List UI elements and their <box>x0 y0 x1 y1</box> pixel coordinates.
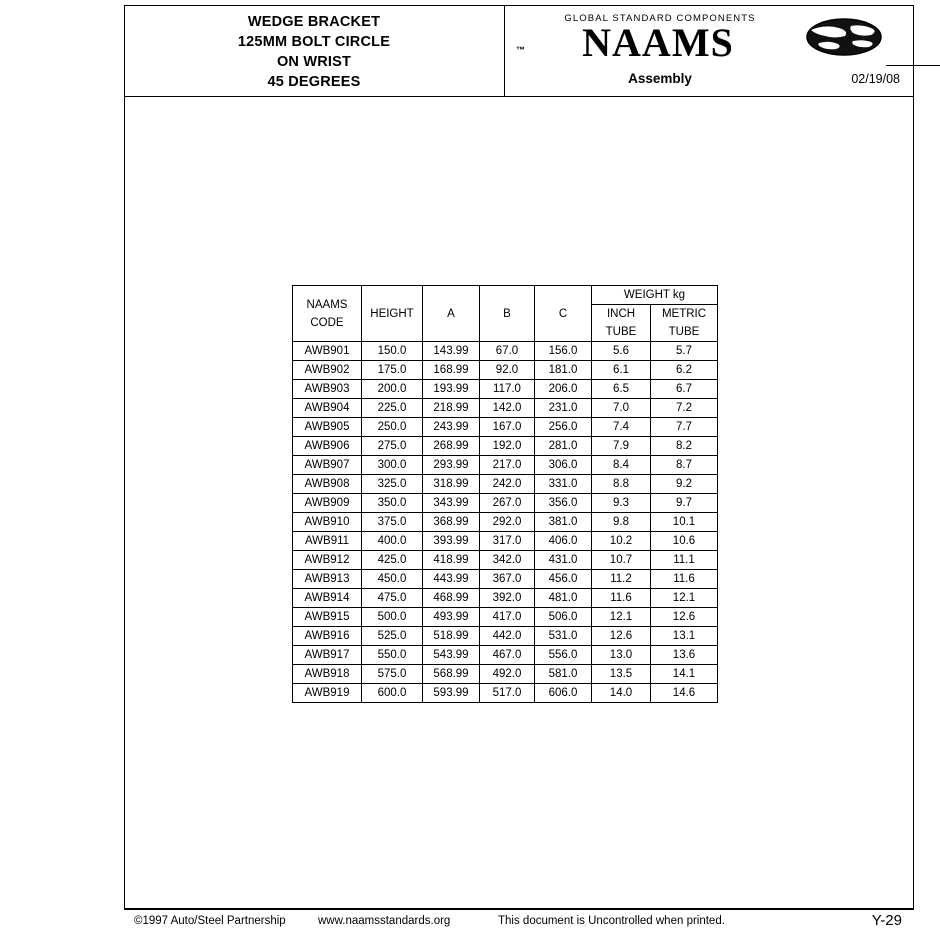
cell-value: 506.0 <box>535 608 592 627</box>
table-row <box>293 646 718 665</box>
cell-value: 193.99 <box>423 380 480 399</box>
table-row <box>293 665 718 684</box>
cell-value: 150.0 <box>362 342 423 361</box>
cell-value: 575.0 <box>362 665 423 684</box>
cell-value: 442.0 <box>480 627 535 646</box>
cell-value: 10.6 <box>651 532 718 551</box>
cell-value: 267.0 <box>480 494 535 513</box>
table-row <box>293 627 718 646</box>
category-label: Assembly <box>628 71 692 86</box>
cell-value: 225.0 <box>362 399 423 418</box>
cell-value: 481.0 <box>535 589 592 608</box>
table-row <box>293 684 718 703</box>
cell-value: 11.1 <box>651 551 718 570</box>
page-number: Y-29 <box>871 912 902 929</box>
cell-value: 543.99 <box>423 646 480 665</box>
cell-naams-code: AWB914 <box>293 589 362 608</box>
cell-value: 10.7 <box>592 551 651 570</box>
cell-value: 600.0 <box>362 684 423 703</box>
cell-value: 468.99 <box>423 589 480 608</box>
cell-value: 242.0 <box>480 475 535 494</box>
cell-value: 5.6 <box>592 342 651 361</box>
cell-value: 13.1 <box>651 627 718 646</box>
page-footer <box>124 912 914 936</box>
cell-naams-code: AWB904 <box>293 399 362 418</box>
cell-value: 275.0 <box>362 437 423 456</box>
header-naams-code-line-1: NAAMS <box>306 298 348 311</box>
trademark-icon: ™ <box>516 45 525 55</box>
cell-naams-code: AWB912 <box>293 551 362 570</box>
cell-value: 143.99 <box>423 342 480 361</box>
cell-naams-code: AWB902 <box>293 361 362 380</box>
cell-value: 7.0 <box>592 399 651 418</box>
table-row <box>293 361 718 380</box>
cell-value: 9.8 <box>592 513 651 532</box>
table-row <box>293 475 718 494</box>
cell-value: 7.7 <box>651 418 718 437</box>
specification-table <box>292 285 718 703</box>
cell-value: 400.0 <box>362 532 423 551</box>
cell-naams-code: AWB909 <box>293 494 362 513</box>
cell-naams-code: AWB903 <box>293 380 362 399</box>
cell-value: 13.0 <box>592 646 651 665</box>
cell-value: 11.6 <box>651 570 718 589</box>
table-row <box>293 532 718 551</box>
cell-value: 10.1 <box>651 513 718 532</box>
header-naams-code <box>293 286 362 342</box>
header-inch-tube: INCH TUBE <box>592 305 651 342</box>
cell-value: 8.8 <box>592 475 651 494</box>
header-a: A <box>423 286 480 342</box>
table-row <box>293 418 718 437</box>
cell-value: 200.0 <box>362 380 423 399</box>
cell-value: 256.0 <box>535 418 592 437</box>
cell-value: 6.1 <box>592 361 651 380</box>
table-row <box>293 513 718 532</box>
cell-naams-code: AWB917 <box>293 646 362 665</box>
cell-value: 418.99 <box>423 551 480 570</box>
cell-naams-code: AWB918 <box>293 665 362 684</box>
cell-value: 475.0 <box>362 589 423 608</box>
cell-value: 393.99 <box>423 532 480 551</box>
cell-value: 467.0 <box>480 646 535 665</box>
cell-value: 593.99 <box>423 684 480 703</box>
cell-value: 175.0 <box>362 361 423 380</box>
cell-value: 67.0 <box>480 342 535 361</box>
cell-naams-code: AWB906 <box>293 437 362 456</box>
cell-value: 300.0 <box>362 456 423 475</box>
cell-value: 168.99 <box>423 361 480 380</box>
header-c: C <box>535 286 592 342</box>
cell-value: 356.0 <box>535 494 592 513</box>
cell-naams-code: AWB905 <box>293 418 362 437</box>
table-body <box>293 342 718 703</box>
cell-value: 456.0 <box>535 570 592 589</box>
cell-value: 218.99 <box>423 399 480 418</box>
table-row <box>293 570 718 589</box>
cell-value: 167.0 <box>480 418 535 437</box>
cell-value: 392.0 <box>480 589 535 608</box>
cell-value: 8.7 <box>651 456 718 475</box>
cell-naams-code: AWB910 <box>293 513 362 532</box>
table-row <box>293 456 718 475</box>
drawing-title <box>124 5 504 97</box>
header-naams-code-line-2: CODE <box>310 316 344 329</box>
cell-value: 431.0 <box>535 551 592 570</box>
global-standard-components-tagline: GLOBAL STANDARD COMPONENTS <box>564 13 756 24</box>
revision-date: 02/19/08 <box>851 72 900 86</box>
cell-value: 250.0 <box>362 418 423 437</box>
cell-value: 9.2 <box>651 475 718 494</box>
cell-value: 8.2 <box>651 437 718 456</box>
cell-value: 243.99 <box>423 418 480 437</box>
cell-value: 556.0 <box>535 646 592 665</box>
cell-value: 156.0 <box>535 342 592 361</box>
title-block <box>124 5 914 97</box>
cell-value: 142.0 <box>480 399 535 418</box>
cell-value: 306.0 <box>535 456 592 475</box>
cell-naams-code: AWB907 <box>293 456 362 475</box>
table-row <box>293 380 718 399</box>
table-row <box>293 589 718 608</box>
dimensions-table <box>292 285 718 703</box>
cell-value: 6.2 <box>651 361 718 380</box>
cell-value: 350.0 <box>362 494 423 513</box>
drawing-title-line-4: 45 DEGREES <box>267 74 361 90</box>
cell-value: 8.4 <box>592 456 651 475</box>
table-header-row-1 <box>293 286 718 305</box>
cell-value: 12.1 <box>651 589 718 608</box>
cell-value: 425.0 <box>362 551 423 570</box>
globe-icon <box>805 17 883 57</box>
cell-value: 217.0 <box>480 456 535 475</box>
cell-value: 12.6 <box>592 627 651 646</box>
cell-value: 517.0 <box>480 684 535 703</box>
table-row <box>293 399 718 418</box>
drawing-title-line-3: ON WRIST <box>276 54 352 70</box>
cell-value: 343.99 <box>423 494 480 513</box>
cell-value: 13.5 <box>592 665 651 684</box>
cell-naams-code: AWB915 <box>293 608 362 627</box>
cell-value: 492.0 <box>480 665 535 684</box>
cell-value: 375.0 <box>362 513 423 532</box>
cell-value: 9.3 <box>592 494 651 513</box>
cell-value: 406.0 <box>535 532 592 551</box>
cell-value: 5.7 <box>651 342 718 361</box>
cell-value: 550.0 <box>362 646 423 665</box>
cell-value: 12.6 <box>651 608 718 627</box>
drawing-title-line-2: 125MM BOLT CIRCLE <box>237 34 391 50</box>
footer-rule <box>124 908 914 909</box>
cell-value: 11.6 <box>592 589 651 608</box>
cell-naams-code: AWB919 <box>293 684 362 703</box>
cell-naams-code: AWB911 <box>293 532 362 551</box>
cell-value: 493.99 <box>423 608 480 627</box>
header-height: HEIGHT <box>362 286 423 342</box>
cell-value: 14.1 <box>651 665 718 684</box>
cell-value: 268.99 <box>423 437 480 456</box>
cell-naams-code: AWB908 <box>293 475 362 494</box>
cell-value: 181.0 <box>535 361 592 380</box>
drawing-title-line-1: WEDGE BRACKET <box>247 14 381 30</box>
cell-value: 10.2 <box>592 532 651 551</box>
cell-value: 7.4 <box>592 418 651 437</box>
brand-block <box>505 5 914 97</box>
cell-value: 231.0 <box>535 399 592 418</box>
cell-value: 206.0 <box>535 380 592 399</box>
cell-naams-code: AWB901 <box>293 342 362 361</box>
cell-value: 500.0 <box>362 608 423 627</box>
uncontrolled-notice: This document is Uncontrolled when printed. <box>498 915 725 927</box>
cell-value: 331.0 <box>535 475 592 494</box>
naams-logo-text: NAAMS <box>582 20 734 65</box>
header-metric-tube: METRIC TUBE <box>651 305 718 342</box>
header-weight: WEIGHT kg <box>592 286 718 305</box>
cell-value: 7.2 <box>651 399 718 418</box>
cell-value: 317.0 <box>480 532 535 551</box>
cell-value: 325.0 <box>362 475 423 494</box>
cell-value: 281.0 <box>535 437 592 456</box>
cell-value: 6.5 <box>592 380 651 399</box>
cell-value: 6.7 <box>651 380 718 399</box>
table-row <box>293 551 718 570</box>
cell-value: 92.0 <box>480 361 535 380</box>
cell-value: 9.7 <box>651 494 718 513</box>
table-row <box>293 494 718 513</box>
cell-value: 450.0 <box>362 570 423 589</box>
website-link[interactable]: www.naamsstandards.org <box>318 915 451 927</box>
cell-value: 12.1 <box>592 608 651 627</box>
cell-value: 318.99 <box>423 475 480 494</box>
cell-value: 443.99 <box>423 570 480 589</box>
cell-naams-code: AWB916 <box>293 627 362 646</box>
cell-value: 531.0 <box>535 627 592 646</box>
table-row <box>293 608 718 627</box>
cell-value: 13.6 <box>651 646 718 665</box>
cell-naams-code: AWB913 <box>293 570 362 589</box>
copyright-text: ©1997 Auto/Steel Partnership <box>134 915 286 927</box>
cell-value: 117.0 <box>480 380 535 399</box>
cell-value: 14.0 <box>592 684 651 703</box>
cell-value: 518.99 <box>423 627 480 646</box>
cell-value: 367.0 <box>480 570 535 589</box>
cell-value: 14.6 <box>651 684 718 703</box>
cell-value: 581.0 <box>535 665 592 684</box>
cell-value: 293.99 <box>423 456 480 475</box>
cell-value: 381.0 <box>535 513 592 532</box>
table-header <box>293 286 718 342</box>
header-b: B <box>480 286 535 342</box>
cell-value: 192.0 <box>480 437 535 456</box>
cell-value: 525.0 <box>362 627 423 646</box>
cell-value: 606.0 <box>535 684 592 703</box>
cell-value: 417.0 <box>480 608 535 627</box>
title-block-inner-rule <box>886 65 940 66</box>
table-row <box>293 437 718 456</box>
table-row <box>293 342 718 361</box>
cell-value: 7.9 <box>592 437 651 456</box>
cell-value: 368.99 <box>423 513 480 532</box>
cell-value: 292.0 <box>480 513 535 532</box>
cell-value: 11.2 <box>592 570 651 589</box>
cell-value: 342.0 <box>480 551 535 570</box>
cell-value: 568.99 <box>423 665 480 684</box>
